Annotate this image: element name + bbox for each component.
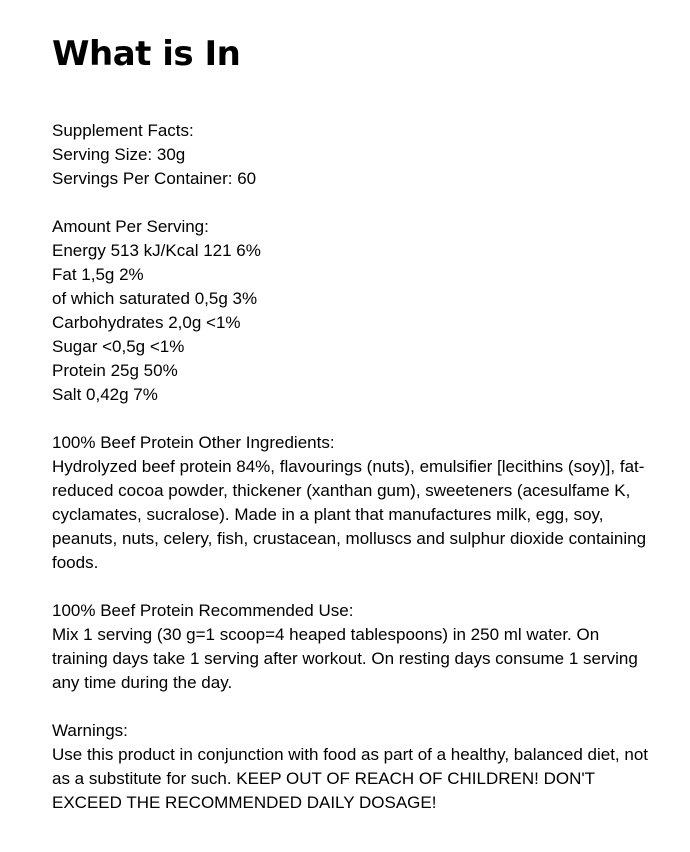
sugar-value: Sugar <0,5g <1% [52, 336, 185, 356]
document-content [52, 119, 654, 815]
recommended-use-heading: 100% Beef Protein Recommended Use: [52, 600, 354, 620]
section-other-ingredients [52, 431, 654, 575]
section-supplement-facts [52, 119, 654, 191]
energy-value: Energy 513 kJ/Kcal 121 6% [52, 240, 261, 260]
salt-value: Salt 0,42g 7% [52, 384, 158, 404]
fat-value: Fat 1,5g 2% [52, 264, 144, 284]
saturated-fat-value: of which saturated 0,5g 3% [52, 288, 258, 308]
section-amount-per-serving [52, 215, 654, 407]
recommended-use-text: Mix 1 serving (30 g=1 scoop=4 heaped tablespoons) in 250 ml water. On training days take 1 serving after workout. On resting days consume 1 serving any time during the day. [52, 624, 638, 692]
protein-value: Protein 25g 50% [52, 360, 178, 380]
section-warnings [52, 719, 654, 815]
section-recommended-use [52, 599, 654, 695]
servings-per-container: Servings Per Container: 60 [52, 168, 257, 188]
serving-size: Serving Size: 30g [52, 144, 186, 164]
supplement-facts-heading: Supplement Facts: [52, 120, 194, 140]
warnings-text: Use this product in conjunction with food as part of a healthy, balanced diet, not as a substitute for such. KEEP OUT OF REACH OF CHILDREN! DON'T EXCEED THE RECOMMENDED DAILY DOSAGE! [52, 744, 648, 812]
page-title: What is In [52, 34, 241, 74]
carbohydrates-value: Carbohydrates 2,0g <1% [52, 312, 241, 332]
amount-per-serving-heading: Amount Per Serving: [52, 216, 209, 236]
warnings-heading: Warnings: [52, 720, 128, 740]
other-ingredients-heading: 100% Beef Protein Other Ingredients: [52, 432, 335, 452]
other-ingredients-text: Hydrolyzed beef protein 84%, flavourings (nuts), emulsifier [lecithins (soy)], fat-reduced cocoa powder, thickener (xanthan gum), sweeteners (acesulfame K, cyclamates, sucralose). Made in a plant that manufactures milk, egg, soy, peanuts, nuts, celery, fish, crustacean, molluscs and sulphur dioxide containing foods. [52, 456, 647, 572]
